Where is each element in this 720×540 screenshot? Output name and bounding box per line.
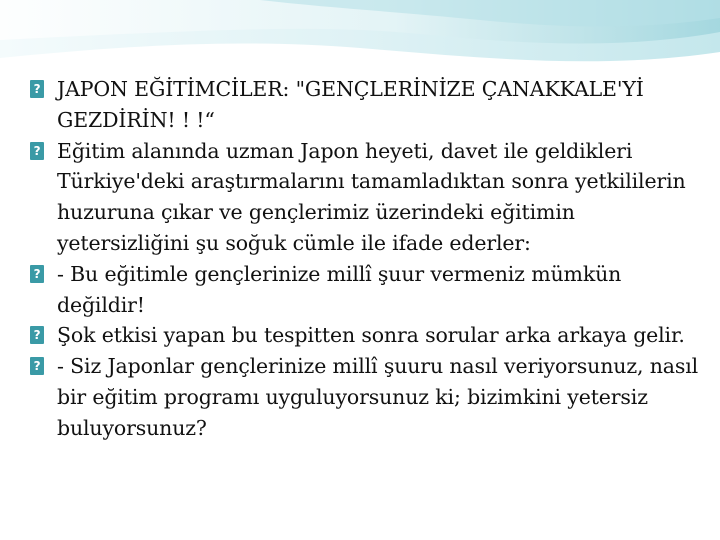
- slide-body: [30, 74, 700, 444]
- paragraph: [30, 351, 700, 443]
- replacement-character-icon: ?: [30, 265, 44, 283]
- paragraph-text: Şok etkisi yapan bu tespitten sonra sorular arka arkaya gelir.: [57, 323, 685, 348]
- paragraph-text: JAPON EĞİTİMCİLER: "GENÇLERİNİZE ÇANAKKALE'Yİ GEZDİRİN! ! !“: [57, 77, 644, 132]
- paragraph-heading: [30, 74, 700, 136]
- replacement-character-icon: ?: [30, 80, 44, 98]
- paragraph: [30, 136, 700, 259]
- decorative-header-waves: [0, 0, 720, 78]
- paragraph-text: Eğitim alanında uzman Japon heyeti, davet ile geldikleri Türkiye'deki araştırmalarını tamamladıktan sonra yetkililerin huzuruna çıkar ve gençlerimiz üzerindeki eğitimin yetersizliğini şu soğuk cümle ile ifade ederler:: [57, 138, 686, 255]
- paragraph: [30, 259, 700, 321]
- paragraph-text: - Siz Japonlar gençlerinize millî şuuru nasıl veriyorsunuz, nasıl bir eğitim programı uyguluyorsunuz ki; bizimkini yetersiz buluyorsunuz?: [57, 354, 699, 440]
- paragraph-text: - Bu eğitimle gençlerinize millî şuur vermeniz mümkün değildir!: [57, 261, 622, 317]
- paragraph: [30, 320, 700, 351]
- replacement-character-icon: ?: [30, 142, 44, 160]
- replacement-character-icon: ?: [30, 326, 44, 344]
- replacement-character-icon: ?: [30, 357, 44, 375]
